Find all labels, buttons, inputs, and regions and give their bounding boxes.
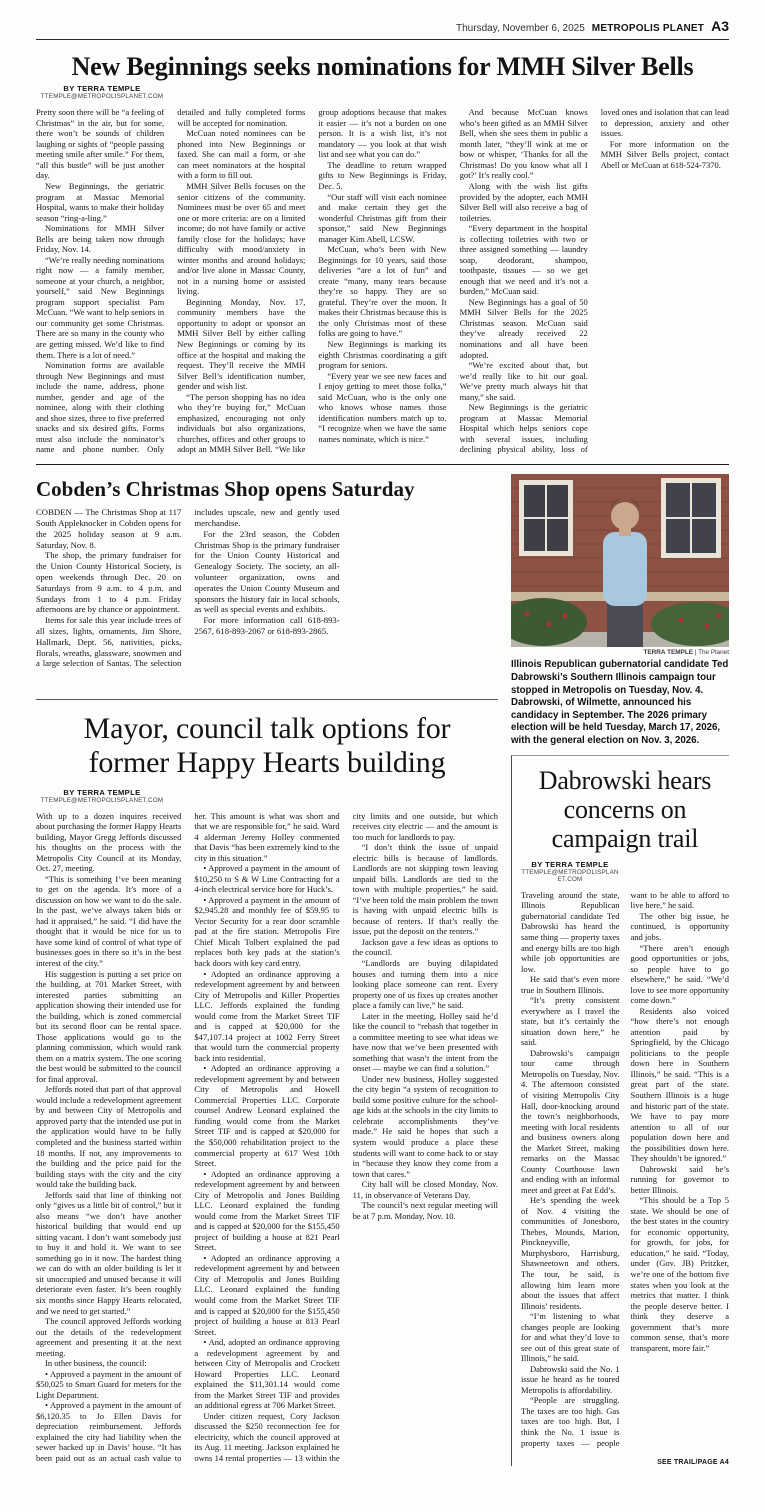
trail-body: [521, 890, 729, 1456]
article-paragraph: Dabrowski’s campaign tour came through Metropolis on Tuesday, Nov. 4. The afternoon consisted of visiting Metropolis City Hall, door-knocking around the town’s neighborhoods, meeting with local residents and business owners along the Market Street, making remarks on the Massac County Courthouse lawn and ending with an informal meet and greet at Fat Edd’s.: [521, 1047, 620, 1195]
article-paragraph: • Adopted an ordinance approving a redevelopment agreement by and between City of Metropolis and Jones Building LLC. Leonard explained the funding would come from the Market Street TIF and is capped at $20,000 for the $155,450 project of building a house at 821 Pearl Street.: [194, 1168, 340, 1253]
byline-email: TTEMPLE@METROPOLISPLANET.COM: [521, 868, 619, 883]
byline-email: TTEMPLE@METROPOLISPLANET.COM: [40, 93, 164, 101]
article-paragraph: • Approved a payment in the amount of $10,250 to S & W Line Contracting for a 4-inch electrical service bore for Huck’s.: [194, 863, 340, 895]
article-paragraph: New Beginnings, the geriatric program at Massac Memorial Hospital, wants to make their holiday season “ring-a-ling.”: [36, 181, 165, 223]
article-paragraph: “This should be a Top 5 state. We should be one of the best states in the country for economic opportunity, for growth, for jobs, for education,” he said. “Today, under (Gov. JB) Pritzker, we’re one of the bottom five states when you look at the metrics that matter. I think the people deserve better. I think they deserve a government that’s more common sense, that’s more transparent, more fair.”: [630, 1195, 729, 1353]
article-paragraph: “Landlords are buying dilapidated houses and turning them into a nice looking place someone can rent. Every property one of us fixes up creates another place a family can live,” he said.: [352, 957, 498, 1011]
article-paragraph: Along with the wish list gifts provided by the adopter, each MMH Silver Bell will also receive a bag of toiletries.: [459, 181, 588, 223]
masthead-page-number: A3: [711, 18, 729, 34]
campaign-photo: [511, 474, 729, 647]
article-paragraph: MMH Silver Bells focuses on the senior citizens of the community. Nominees must be over 65 and meet one or more criteria: are on a limited income; do not have family or active family close for the holidays; have difficulty with mood/anxiety in winter months and around holidays; and/or live alone in Massac County, not in a nursing home or assisted living.: [177, 181, 306, 297]
article-paragraph: New Beginnings is marking its eighth Christmas coordinating a gift program for seniors.: [318, 338, 447, 371]
happy-hearts-body: [36, 811, 498, 1469]
article-paragraph: Jeffords noted that part of that approval would include a redevelopment agreement by and between City of Metropolis and approved party that the intended use put in the application would have to be fully completed and the business started within 18 months. If not, any improvements to the building and the price paid for the building stays with the city and the city would take the building back.: [36, 1084, 182, 1190]
article-paragraph: “Every year we see new faces and I enjoy getting to meet those folks,” said McCuan, who is the only one who knows whose names those identification numbers match up to. “I recognize when we have the same names nominate, which is nice.”: [318, 370, 447, 444]
article-paragraph: “We’re really needing nominations right now — a family member, someone at your church, a neighbor, yourself,” said New Beginnings program support specialist Pam McCuan. “We want to help seniors in our community get some Christmas. There are so many in the county who are getting missed. We’d like to find them. There is a lot of need.”: [36, 254, 165, 360]
happy-hearts-headline: Mayor, council talk options for former Happy Hearts building: [83, 712, 451, 779]
article-paragraph: “This is something I’ve been meaning to get on the agenda. It’s more of a discussion on how we want to do the sale. In the past, we’ve always taken bids or had it appraised,” he said. “I did have the thought that it would be nice for us to have some kind of control of what type of businesses goes in there so it’s in the best interest of the city.”: [36, 873, 182, 968]
lower-left-rail: [36, 474, 498, 1468]
article-paragraph: “There aren’t enough good opportunities or jobs, so people have to go elsewhere,” he said. “We’d love to see more opportunity come down.”: [630, 942, 729, 1006]
byline-email: TTEMPLE@METROPOLISPLANET.COM: [40, 796, 164, 804]
article-paragraph: COBDEN — The Christmas Shop at 117 South Appleknocker in Cobden opens for the 2025 holiday season at 9 a.m. Saturday, Nov. 8.: [36, 507, 182, 550]
article-paragraph: Dabrowski said he’s running for governor to better Illinois.: [630, 1163, 729, 1195]
article-paragraph: For more information on the MMH Silver Bells project, contact Abell or McCuan at 618-524-7370.: [600, 138, 729, 170]
article-paragraph: With up to a dozen inquires received about purchasing the former Happy Hearts building, Mayor Gregg Jeffords discussed his thoughts on the process with the Metropolis City Council at its Monday, Oct. 27, meeting.: [36, 810, 182, 874]
article-paragraph: Jackson gave a few ideas as options to the council.: [352, 936, 498, 958]
article-paragraph: Nominations for MMH Silver Bells are being taken now through Friday, Nov. 14.: [36, 223, 165, 255]
happy-hearts-byline: [36, 788, 168, 804]
article-paragraph: “The person shopping has no idea who they’re buying for,” McCuan emphasized, encouraging not only individuals but also organizations, churches, offices and other groups to adopt an MMH Silver Bell. “We like group adoptions because that makes it easier — it’s not a burden on one person. It is a wish list, it’s not mandatory — you look at that wish list and see what you can do.”: [177, 107, 447, 455]
article-paragraph: City hall will be closed Monday, Nov. 11, in observance of Veterans Day.: [352, 1179, 498, 1200]
article-paragraph: The shop, the primary fundraiser for the Union County Historical Society, is open weekends through Dec. 20 on Saturdays from 9 a.m. to 4 p.m. and Sundays from 1 to 4 p.m. Friday afternoons are by chance or appointment.: [36, 550, 182, 615]
article-paragraph: In other business, the council:: [45, 1358, 147, 1369]
article-paragraph: Dabrowski said the No. 1 issue he heard as he toured Metropolis is affordability.: [521, 1363, 620, 1395]
masthead-paper-name: METROPOLIS PLANET: [591, 23, 705, 34]
article-paragraph: The council approved Jeffords working out the details of the redevelopment agreement and presenting it at the next meeting.: [36, 1316, 182, 1358]
photo-caption: Illinois Republican gubernatorial candidate Ted Dabrowski’s Southern Illinois campaign tour stopped in Metropolis on Tuesday, Nov. 4. Dabrowski, of Wilmette, announced his candidacy in September. The 2026 primary election will be held Tuesday, March 17, 2026, with the general election on Nov. 3, 2026.: [511, 659, 729, 746]
article-paragraph: McCuan, who’s been with New Beginnings for 10 years, said those deliveries “are a lot of fun” and create “many, many tears because they’re so happy. They are so grateful. They’re over the moon. It makes their Christmas because this is the only Christmas most of these folks are going to have.”: [318, 244, 447, 339]
photo-credit-org: | The Planet: [692, 649, 729, 657]
article-paragraph: “It’s pretty consistent everywhere as I travel the state, but it’s certainly the situation down here,” he said.: [521, 995, 620, 1048]
section-divider: [36, 699, 498, 700]
article-paragraph: • Adopted an ordinance approving a redevelopment agreement by and between City of Metropolis and Howell Commercial Properties LLC. Corporate counsel Andrew Leonard explained the funding would come from the Market Street TIF and is capped at $20,000 for the $50,000 rehabilitation project to the commercial property at 617 West 10th Street.: [194, 1063, 340, 1169]
article-paragraph: “We’re excited about that, but we’d really like to hit our goal. We’ve pretty much always hit that many,” she said.: [459, 360, 588, 402]
article-paragraph: “Our staff will visit each nominee and make certain they get the wonderful Christmas gift from their sponsor,” said New Beginnings manager Kim Abell, LCSW.: [318, 191, 447, 244]
article-paragraph: • Approved a payment in the amount of $2,945.28 and monthly fee of $59.95 to Vector Security for a rear door scramble pad at the fire station. Metropolis Fire Chief Micah Tolbert explained the pad replaces both key pads at the station’s back doors with key card entry.: [194, 894, 340, 968]
article-paragraph: New Beginnings has a goal of 50 MMH Silver Bells for the 2025 Christmas season. McCuan said they’ve already received 22 nominations and all have been adopted.: [459, 296, 588, 360]
article-paragraph: Jeffords said that line of thinking not only “gives us a little bit of control,” but it also means “we don’t have another historical building that would end up sitting vacant. I don’t want somebody just to buy it and hold it. We want to see something go in it now. The hardest thing we can do with an older building is let it sit unoccupied and unused because it will deteriorate even faster. It’s been roughly six months since Happy Hearts relocated, and we need to get started.”: [36, 1189, 182, 1316]
article-paragraph: Under new business, Holley suggested the city begin “a system of recognition to build some positive culture for the school-age kids at the schools in the city limits to celebrate accomplishments they’ve made.” He said he hopes that such a system would produce a place these students will want to come back to or stay in “because they know they come from a town that cares.”: [352, 1073, 498, 1179]
lower-section: [36, 474, 729, 1468]
article-paragraph: The deadline to return wrapped gifts to New Beginnings is Friday, Dec. 5.: [318, 159, 447, 192]
article-paragraph: McCuan noted nominees can be phoned into New Beginnings or faxed. She can mail a form, or she can meet nominators at the hospital with a form to fill out.: [177, 128, 306, 181]
article-paragraph: Later in the meeting, Holley said he’d like the council to “rehash that together in a committee meeting to see what ideas we have now that we’ve been presented with something that wasn’t the intent from the onset — maybe we can find a solution.”: [352, 1010, 498, 1074]
silver-bells-headline: New Beginnings seeks nominations for MMH Silver Bells: [71, 52, 694, 81]
masthead: [36, 8, 729, 40]
trail-byline: [521, 860, 619, 883]
article-paragraph: His suggestion is putting a set price on the building, at 701 Market Street, with interested parties submitting an application showing their intended use for the building, which is zoned commercial but its second floor can be rental space. Those applications would go to the planning commission, which would rank them on a matrix system. The one scoring the best would be submitted to the council for final approval.: [36, 968, 182, 1084]
section-divider: [36, 464, 729, 465]
article-paragraph: “People are struggling. The taxes are too high. Gas taxes are too high. But, I think the No. 1 issue is property taxes — people want to be able to afford to live here,” he said.: [521, 889, 729, 1448]
article-paragraph: For more information call 618-893-2567, 618-893-2067 or 618-893-2865.: [194, 615, 340, 636]
cobden-headline: Cobden’s Christmas Shop opens Saturday: [36, 477, 415, 502]
silver-bells-body: [36, 107, 729, 456]
article-paragraph: Pretty soon there will be “a feeling of Christmas” in the air, but for some, there won’t be sounds of children laughing or sights of “people passing meeting smile after smile.” For them, “all this bustle” will be just another day.: [36, 107, 165, 181]
byline-author: BY TERRA TEMPLE: [63, 787, 141, 797]
article-paragraph: “I don’t think the issue of unpaid electric bills is because of landlords. Landlords are not skipping town leaving unpaid bills. Landlords are tied to the town with multiple properties,” he said. “I’ve been told the main problem the town is having with unpaid electric bills is because of renters. If that’s really the issue, put the deposit on the renters.”: [352, 842, 498, 937]
article-paragraph: He’s spending the week of Nov. 4 visiting the communities of Jonesboro, Thebes, Mounds, Marion, Pinckneyville, Murphysboro, Harrisburg, Shawneetown and others. The tour, he said, is allowing him learn more about the issues that affect Illinois’ residents.: [521, 1195, 620, 1311]
article-paragraph: Residents also voiced “how there’s not enough attention paid by Springfield, by the Chicago politicians to the people down here in Southern Illinois,” he said. “This is a great part of the state. Southern Illinois is a huge and historic part of the state. We have to pay more attention to all of our population down here and the possibilities down here. They shouldn’t be ignored.”: [630, 1005, 729, 1164]
article-paragraph: And because McCuan knows who’s been gifted as an MMH Silver Bell, when she sees them in public a month later, “they’ll wink at me or bow or whisper, ‘Thanks for all the Christmas! Do you know what all I got?’ It’s really cool.”: [459, 107, 588, 181]
article-paragraph: • Adopted an ordinance approving a redevelopment agreement by and between City of Metropolis and Jones Building LLC. Leonard explained the funding would come from the Market Street TIF and is capped at $20,000 for the $155,450 project of building a house at 813 Pearl Street.: [194, 1252, 340, 1337]
article-paragraph: “Every department in the hospital is collecting toiletries with two or three assigned something — laundry soap, deodorant, shampoo, toothpaste, tissues — so we get enough that we need and it’s not a burden,” McCuan said.: [459, 223, 588, 297]
campaign-photo-image: [511, 474, 729, 647]
trail-headline: Dabrowski hears concerns on campaign trail: [538, 765, 712, 853]
article-paragraph: Beginning Monday, Nov. 17, community members have the opportunity to adopt or sponsor an MMH Silver Bell by either calling New Beginnings or coming by its office at the hospital and making the request. They’ll receive the MMH Silver Bell’s identification number, gender and wish list.: [177, 296, 306, 392]
trail-article: [511, 755, 729, 1466]
photo-credit-name: TERRA TEMPLE: [643, 649, 693, 657]
article-paragraph: Nomination forms are available through New Beginnings and must include the name, address, phone number, gender and age of the nominee, along with their clothing and shoe sizes, three to five preferred snacks and six desired gifts. Forms must also include the nominator’s name and phone number. Only detailed and fully completed forms will be accepted for nomination.: [36, 107, 306, 455]
article-paragraph: The council’s next regular meeting will be at 7 p.m. Monday, Nov. 10.: [352, 1200, 498, 1221]
photo-credit: [511, 649, 729, 656]
article-paragraph: The other big issue, he continued, is opportunity and jobs.: [630, 910, 729, 943]
article-paragraph: New Beginnings is the geriatric program at Massac Memorial Hospital which helps seniors cope with several issues, including declining physical ability, loss of loved ones and isolation that can lead to depression, anxiety and other issues.: [459, 107, 729, 455]
article-paragraph: Traveling around the state, Illinois Republican gubernatorial candidate Ted Dabrowski has heard the same thing — property taxes and energy bills are too high while job opportunities are low.: [521, 889, 620, 974]
article-paragraph: “I’m listening to what changes people are looking for and what they’d love to see out of this great state of Illinois,” he said.: [521, 1311, 620, 1364]
article-paragraph: • Approved a payment in the amount of $6,120.35 to Jo Ellen Davis for depreciation reimbursement. Jeffords explained the city had liability when the sewer backed up in Davis’ house. “It has been paid out as an actual cash value to her. This amount is what was short and that we are responsible for,” he said. Ward 4 alderman Jeremy Holley commented that Davis “has been extremely kind to the city in this situation.”: [36, 810, 340, 1463]
silver-bells-byline: [36, 84, 168, 100]
article-paragraph: • And, adopted an ordinance approving a redevelopment agreement by and between City of Metropolis and Crockett Howard Properties LLC. Leonard explained the $11,301.14 would come from the Market Street TIF and provides an additional egress at 706 Market Street.: [194, 1337, 340, 1411]
right-rail: [511, 474, 729, 1468]
article-paragraph: Under citizen request, Cory Jackson discussed the $250 reconnection fee for electricity, which the council approved at its Aug. 11 meeting. Jackson explained he owns 14 rental properties — 13 within the city limits and one outside, but which receives city electric — and the amount is too much for landlords to pay.: [194, 810, 498, 1463]
byline-author: BY TERRA TEMPLE: [531, 859, 609, 869]
article-paragraph: Items for sale this year include trees of all sizes, lights, ornaments, Jim Shore, Hallmark, Dept. 56, nativities, picks, florals, wreaths, glassware, snowmen and a large selection of Santas. The selection includes upscale, new and gently used merchandise.: [36, 507, 340, 669]
article-paragraph: For the 23rd season, the Cobden Christmas Shop is the primary fundraiser for the Union County Historical and Genealogy Society. The society, an all-volunteer organization, owns and operates the Union County Museum and sponsors the history fair in local schools, as well as special events and exhibits.: [194, 528, 340, 615]
cobden-body: [36, 507, 498, 690]
masthead-date: Thursday, November 6, 2025: [456, 23, 585, 34]
continuation-line: SEE TRAIL/PAGE A4: [657, 1458, 729, 1466]
byline-author: BY TERRA TEMPLE: [63, 84, 141, 94]
article-paragraph: He said that’s even more true in Southern Illinois.: [521, 974, 620, 995]
article-paragraph: • Adopted an ordinance approving a redevelopment agreement by and between City of Metropolis and Killer Properties LLC. Jeffords explained the funding would come from the Market Street TIF and is capped at $20,000 for the $47,107.14 project at 1002 Ferry Street that would turn the commercial property back into residential.: [194, 968, 340, 1063]
article-paragraph: • Approved a payment in the amount of $50,025 to Smart Guard for meters for the Light Department.: [36, 1368, 182, 1400]
